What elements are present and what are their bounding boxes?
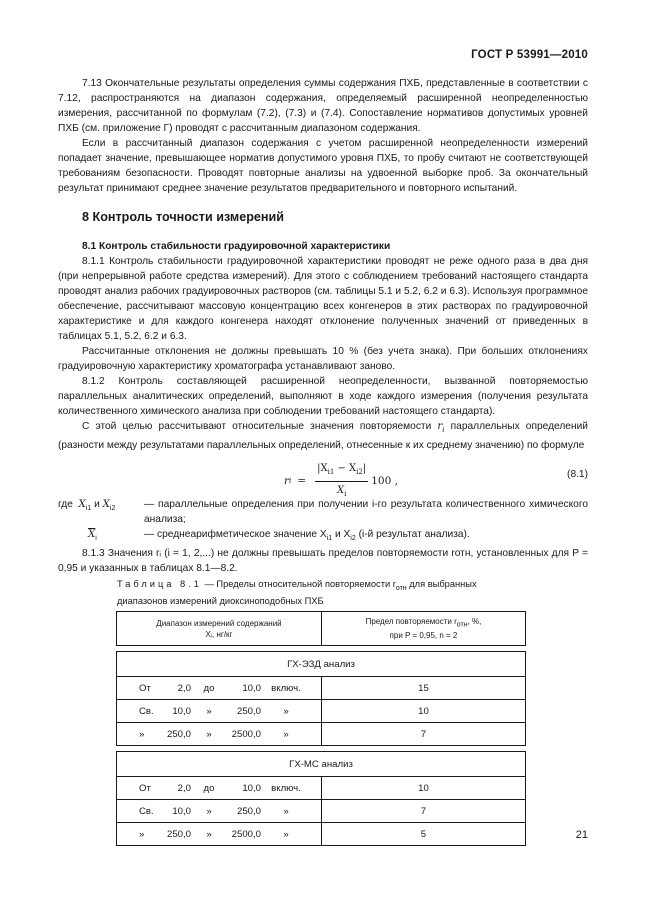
column-header-range: Диапазон измерений содержаний Xᵢ, нг/кг xyxy=(117,612,322,646)
subsection-title: 8.1 Контроль стабильности градуировочной характеристики xyxy=(82,241,391,252)
paragraph-purpose: С этой целью рассчитывают относительные значения повторяемости $r_i$ параллельных определений (разности между результатами параллельных определений, отнесенные к их среднему значению) по формуле xyxy=(58,421,588,452)
range-cell: От 2,0 до 10,0 включ. xyxy=(117,677,322,700)
table-row xyxy=(117,723,526,746)
table-body xyxy=(117,646,526,846)
formula-definitions xyxy=(58,497,588,546)
limit-value-cell: 10 xyxy=(321,777,525,800)
table-row xyxy=(117,777,526,800)
document-code: ГОСТ Р 53991—2010 xyxy=(471,49,588,61)
paragraph-exceed: Если в рассчитанный диапазон содержания с учетом расширенной неопределенности измерений попадает значение, превышающее норматив допустимого уровня ПХБ, то пробу считают не соответствующей требованиям безопасности. Проводят повторные анализы на удвоенной выборке проб. За окончательный результат принимают среднее значение результатов предварительного и повторного испытаний. xyxy=(58,138,588,194)
fraction-denominator: $X_i$ xyxy=(336,485,347,499)
paragraph-deviation: Рассчитанные отклонения не должны превышать 10 % (без учета знака). При больших отклонениях градуировочную характеристику хроматографа устанавливают заново. xyxy=(58,346,588,372)
paragraph-7-13: 7.13 Окончательные результаты определения суммы содержания ПХБ, представленные в соответствии с 7.12, распространяются на диапазон содержания, определяемый расширенной неопределенностью измерения, рассчитанной по формулам (7.2), (7.3) и (7.4). Сопоставление нормативов допустимых уровней ПХБ (см. приложение Г) проводят с рассчитанным диапазоном содержания. xyxy=(58,78,588,134)
table-row xyxy=(117,800,526,823)
limit-value-cell: 15 xyxy=(321,677,525,700)
table-header-row xyxy=(117,612,526,646)
group-label: ГХ-ЭЗД анализ xyxy=(117,652,526,677)
table-caption: Таблица 8.1 — Пределы относительной повторяемости $r_{отн}$ для выбранных диапазонов измерений диоксиноподобных ПХБ xyxy=(117,579,477,606)
paragraph-8-1-1: 8.1.1 Контроль стабильности градуировочной характеристики проводят не реже одного раза в два дня (при непрерывной работе средства измерений). Для этого с соблюдением требований настоящего стандарта проводят анализ рабочих градуировочных растворов (см. таблицы 5.1 и 5.2, 6.2 и 6.3). Используя программное обеспечение, рассчитывают массовую концентрацию всех конгенеров в этих растворах по градуировочной характеристике и для каждого конгенера находят отклонение полученных значений от приведенных в таблицах 5.1, 5.2, 6.2 и 6.3. xyxy=(58,256,588,342)
main-text xyxy=(58,76,588,576)
range-cell: Св. 10,0 » 250,0 » xyxy=(117,700,322,723)
table-row xyxy=(117,823,526,846)
formula-fraction xyxy=(315,461,368,502)
column-header-limit: Предел повторяемости $r_{отн}$, %, при P = 0,95, n = 2 xyxy=(321,612,525,646)
limit-value-cell: 5 xyxy=(321,823,525,846)
paragraph-8-1-3: 8.1.3 Значения rᵢ (i = 1, 2,...) не должны превышать пределов повторяемости rотн, установленных для P = 0,95 и указанных в таблицах 8.1—8.2. xyxy=(58,548,588,575)
range-cell: Св. 10,0 » 250,0 » xyxy=(117,800,322,823)
fraction-numerator: $|X_{i1} - X_{i2}|$ xyxy=(315,461,368,482)
range-cell: От 2,0 до 10,0 включ. xyxy=(117,777,322,800)
paragraph-8-1-2: 8.1.2 Контроль составляющей расширенной неопределенности, вызванной повторяемостью параллельных аналитических определений, выполняют в ходе каждого измерения (получения результата количественного химического анализа при соблюдении требований настоящего стандарта). xyxy=(58,376,588,417)
definition-item: $\overline{X}_i$ — среднеарифметическое значение $X_{i1}$ и $X_{i2}$ (i-й результат анализа). xyxy=(88,529,470,543)
limit-value-cell: 7 xyxy=(321,800,525,823)
limit-value-cell: 7 xyxy=(321,723,525,746)
repeatability-table xyxy=(116,611,526,846)
table-group-row xyxy=(117,752,526,777)
group-label: ГХ-МС анализ xyxy=(117,752,526,777)
range-cell: » 250,0 » 2500,0 » xyxy=(117,723,322,746)
formula-8-1 xyxy=(58,457,588,499)
limit-value-cell: 10 xyxy=(321,700,525,723)
page-number: 21 xyxy=(575,829,588,841)
formula-expression: r i = $\frac{|X_{i1} - X_{i2}|}{X_i}$ 100 , xyxy=(284,461,398,502)
range-cell: » 250,0 » 2500,0 » xyxy=(117,823,322,846)
formula-number: (8.1) xyxy=(567,469,588,481)
table-row xyxy=(117,700,526,723)
table-group-row xyxy=(117,652,526,677)
definition-item: где $X_{i1}$ и $X_{i2}$ — параллельные определения при получении i-го результата количественного химического анализа; xyxy=(58,499,588,526)
table-row xyxy=(117,677,526,700)
section-title: 8 Контроль точности измерений xyxy=(82,210,285,224)
